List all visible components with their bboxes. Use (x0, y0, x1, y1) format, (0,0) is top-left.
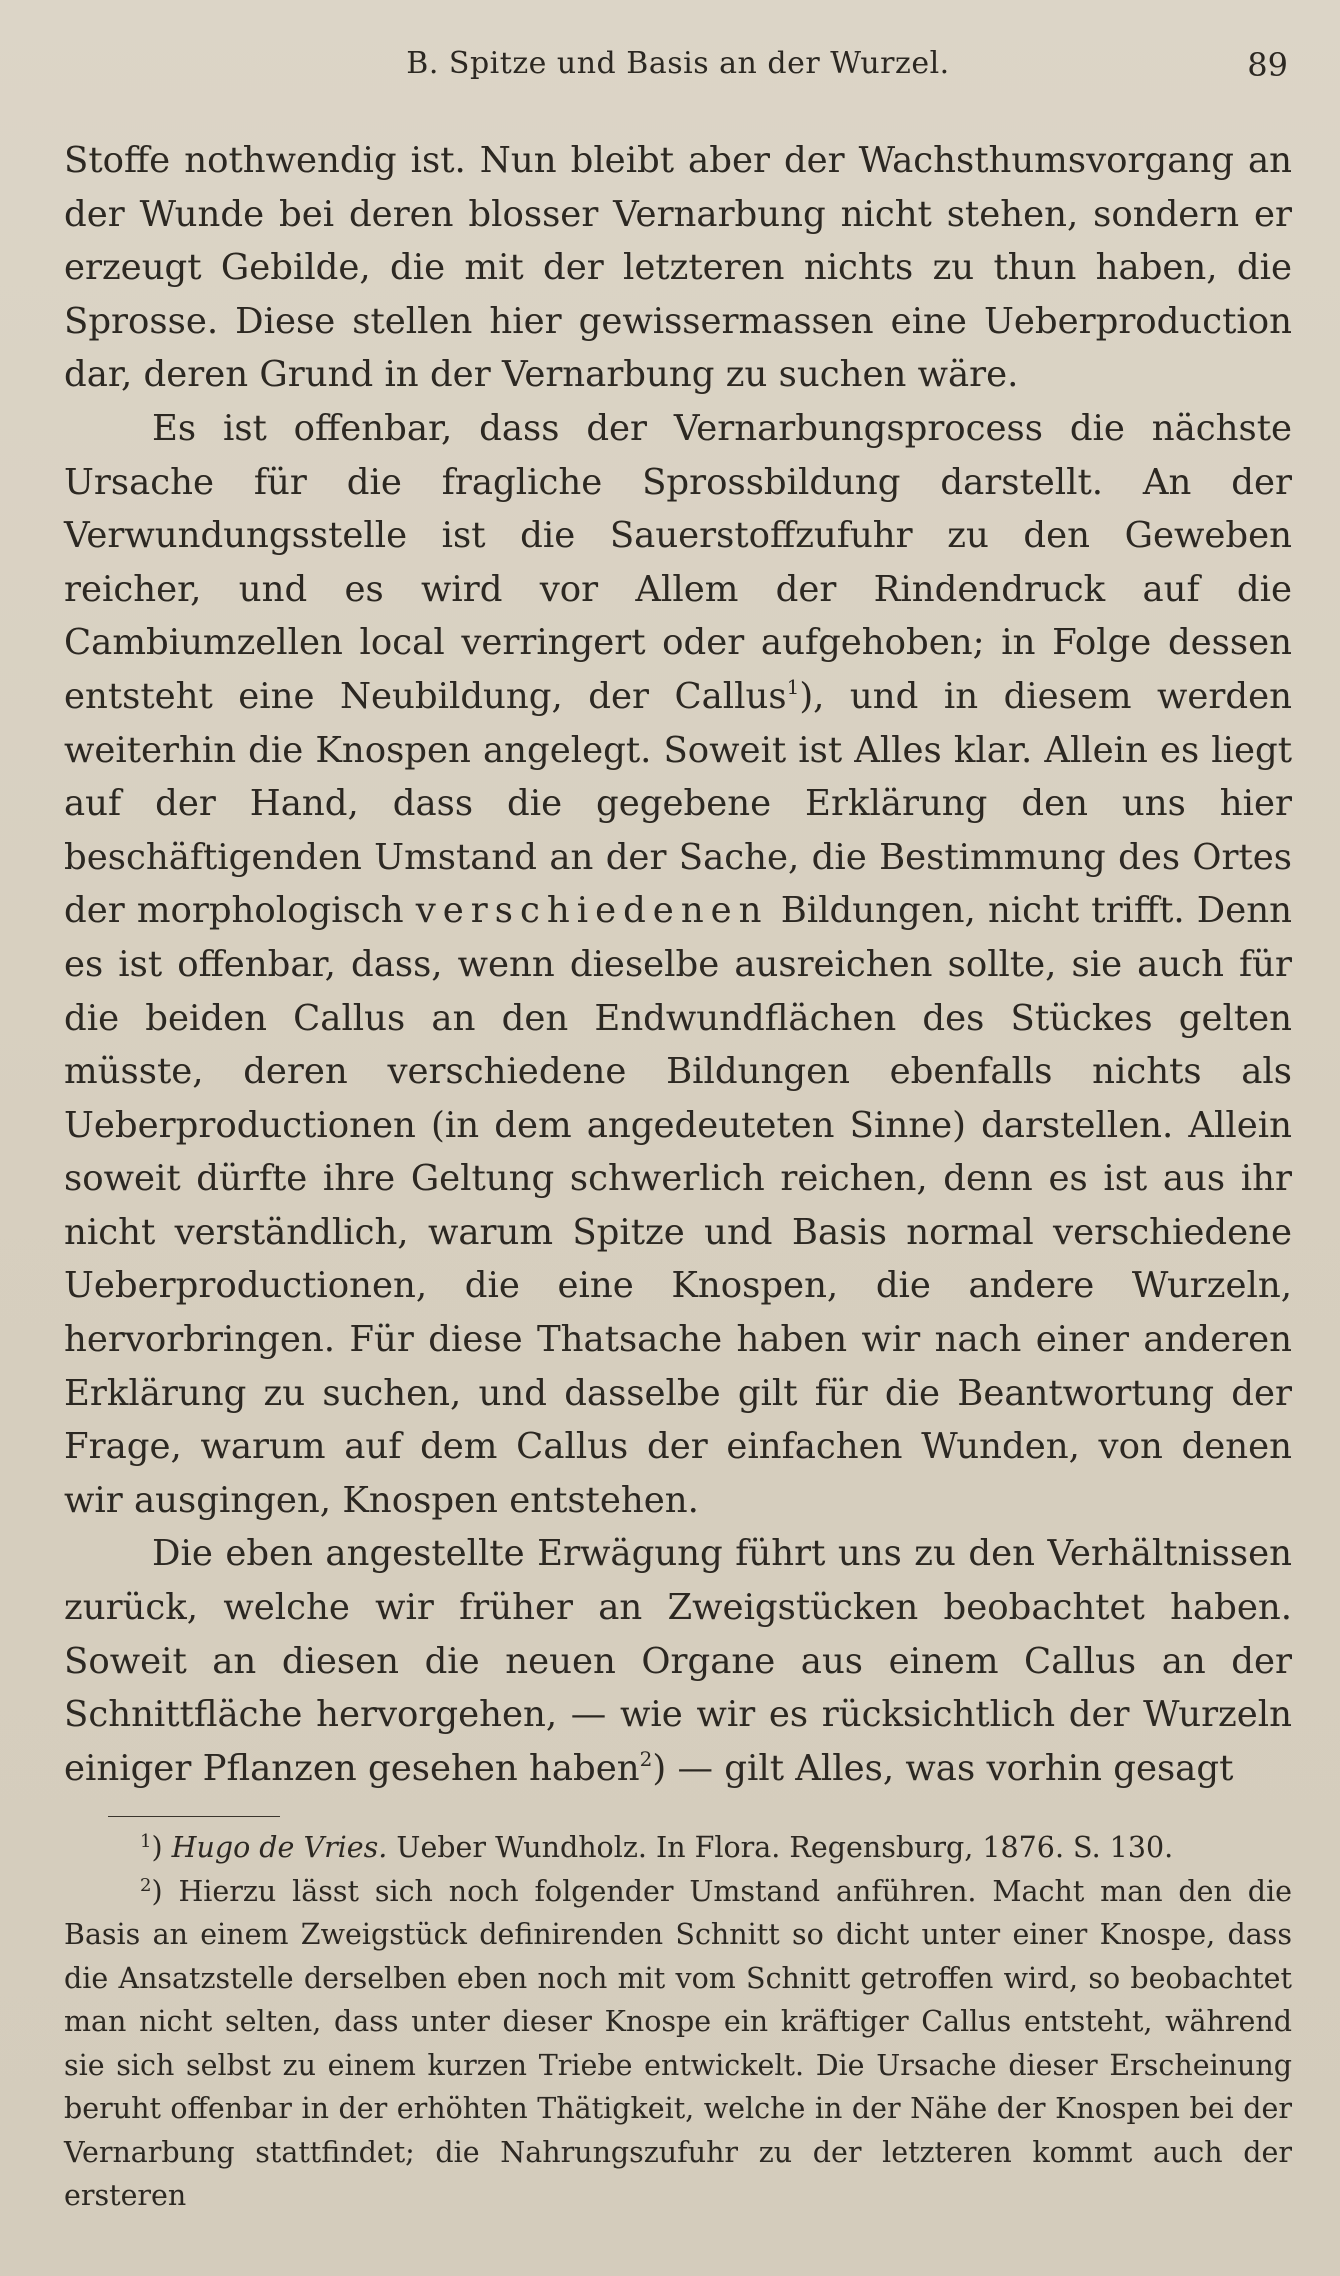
paragraph-1 (64, 134, 1292, 402)
footnote-2-text: Hierzu lässt sich noch folgender Umstand anführen. Macht man den die Basis an einem Zweigstück definirenden Schnitt so dicht unter einer Knospe, dass die Ansatzstelle derselben eben noch mit vom Schnitt getroffen wird, so beobachtet man nicht selten, dass unter dieser Knospe ein kräftiger Callus entsteht, während sie sich selbst zu einem kurzen Triebe entwickelt. Die Ursache dieser Erscheinung beruht offenbar in der erhöhten Thätigkeit, welche in der Nähe der Knospen bei der Vernarbung stattfindet; die Nahrungszufuhr zu der letzteren kommt auch der ersteren (64, 1874, 1292, 2212)
running-head: B. Spitze und Basis an der Wurzel. (406, 46, 950, 81)
paragraph-2-text-b: ), und in diesem werden weiterhin die Knospen angelegt. Soweit ist Alles klar. Allein es liegt auf der Hand, dass die gegebene Erklärung den uns hier beschäftigenden Umstand an der Sache, die Bestimmung des Ortes der morphologisch (64, 675, 1292, 932)
footnote-2-mark: 2 (140, 1874, 152, 1896)
footnote-1-mark: 1 (140, 1831, 152, 1852)
paragraph-3 (64, 1527, 1292, 1795)
paragraph-2-text-c: Bildungen, nicht trifft. Denn es ist offenbar, dass, wenn dieselbe ausreichen sollte, sie auch für die beiden Callus an den Endwundflächen des Stückes gelten müsste, deren verschiedene Bildungen ebenfalls nichts als Ueberproductionen (in dem angedeuteten Sinne) darstellen. Allein soweit dürfte ihre Geltung schwerlich reichen, denn es ist aus ihr nicht verständlich, warum Spitze und Basis normal verschiedene Ueberproductionen, die eine Knospen, die andere Wurzeln, hervorbringen. Für diese Thatsache haben wir nach einer anderen Erklärung zu suchen, und dasselbe gilt für die Beantwortung der Frage, warum auf dem Callus der einfachen Wunden, von denen wir ausgingen, Knospen entstehen. (64, 890, 1292, 1521)
page-header (64, 46, 1292, 94)
footnote-1: $^1$) Hugo de Vries. Ueber Wundholz. In Flora. Regensburg, 1876. S. 130. (140, 1831, 1174, 1864)
footnote-1-author: Hugo de Vries. (171, 1831, 388, 1864)
footnote-2: $^2$) Hierzu lässt sich noch folgender Umstand anführen. Macht man den die Basis an einem Zweigstück definirenden Schnitt so dicht unter einer Knospe, dass die Ansatzstelle derselben eben noch mit vom Schnitt getroffen wird, so beobachtet man nicht selten, dass unter dieser Knospe ein kräftiger Callus entsteht, während sie sich selbst zu einem kurzen Triebe entwickelt. Die Ursache dieser Erscheinung beruht offenbar in der erhöhten Thätigkeit, welche in der Nähe der Knospen bei der Vernarbung stattfindet; die Nahrungszufuhr zu der letzteren kommt auch der ersteren (64, 1874, 1292, 2212)
spaced-emphasis: verschiedenen (415, 890, 769, 932)
paragraph-3-text-b: ) — gilt Alles, was vorhin gesagt (652, 1747, 1234, 1789)
paragraph-2 (64, 402, 1292, 1527)
footnote-1-text: Ueber Wundholz. In Flora. Regensburg, 1876. S. 130. (396, 1831, 1174, 1864)
footnote-ref-2: 2 (639, 1746, 653, 1771)
paragraph-1-text: Stoffe nothwendig ist. Nun bleibt aber der Wachsthumsvorgang an der Wunde bei deren blosser Vernarbung nicht stehen, sondern er erzeugt Gebilde, die mit der letzteren nichts zu thun haben, die Sprosse. Diese stellen hier gewissermassen eine Ueberproduction dar, deren Grund in der Vernarbung zu suchen wäre. (64, 140, 1292, 396)
footnote-separator (108, 1816, 280, 1817)
footnotes (64, 1826, 1292, 2218)
page-number: 89 (1247, 46, 1288, 84)
paragraph-3-text-a: Die eben angestellte Erwägung führt uns zu den Verhältnissen zurück, welche wir früher an Zweigstücken beobachtet haben. Soweit an diesen die neuen Organe aus einem Callus an der Schnittfläche hervorgehen, — wie wir es rücksichtlich der Wurzeln einiger Pflanzen gesehen haben (64, 1533, 1292, 1789)
paragraph-2-text-a: Es ist offenbar, dass der Vernarbungsprocess die nächste Ursache für die fragliche Sprossbildung darstellt. An der Verwundungsstelle ist die Sauerstoffzufuhr zu den Geweben reicher, und es wird vor Allem der Rindendruck auf die Cambiumzellen local verringert oder aufgehoben; in Folge dessen entsteht eine Neubildung, der Callus (64, 407, 1292, 717)
footnote-ref-1: 1 (786, 674, 800, 699)
main-text (64, 134, 1292, 1795)
